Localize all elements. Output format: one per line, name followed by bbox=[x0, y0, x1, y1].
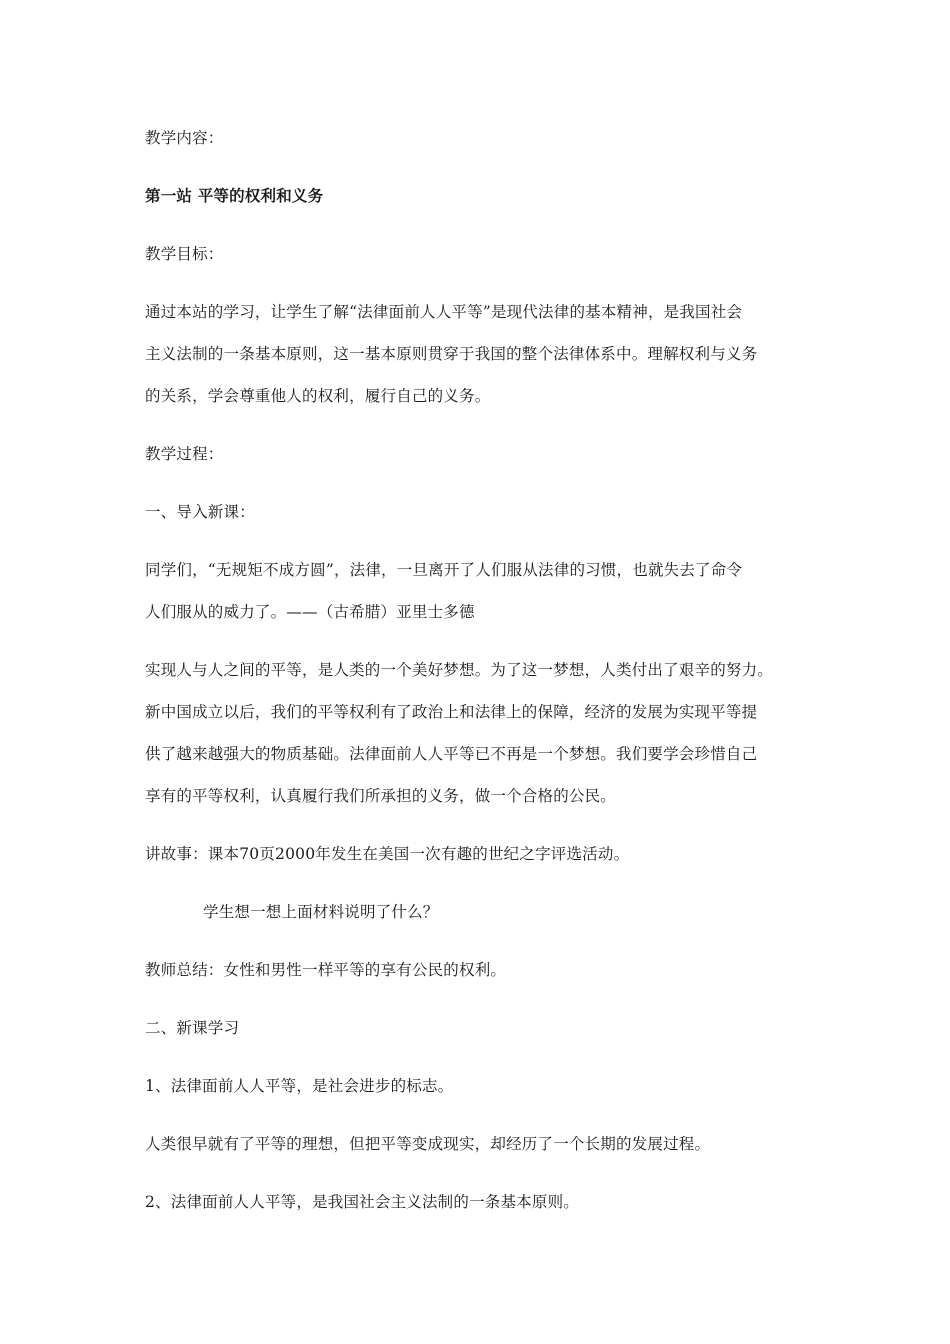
teacher-summary: 教师总结：女性和男性一样平等的享有公民的权利。 bbox=[145, 961, 507, 979]
point-one: 1、法律面前人人平等，是社会进步的标志。 bbox=[145, 1077, 454, 1095]
paragraph-line: 实现人与人之间的平等，是人类的一个美好梦想。为了这一梦想，人类付出了艰辛的努力。 bbox=[145, 661, 774, 679]
paragraph-line: 新中国成立以后，我们的平等权利有了政治上和法律上的保障，经济的发展为实现平等提 bbox=[145, 703, 758, 721]
student-question: 学生想一想上面材料说明了什么？ bbox=[203, 903, 439, 921]
heading-teaching-process: 教学过程： bbox=[145, 445, 224, 463]
goals-line: 主义法制的一条基本原则，这一基本原则贯穿于我国的整个法律体系中。理解权利与义务 bbox=[145, 345, 758, 363]
story-line: 讲故事：课本70页2000年发生在美国一次有趣的世纪之字评选活动。 bbox=[145, 845, 630, 863]
quote-line: 同学们，“无规矩不成方圆”，法律，一旦离开了人们服从法律的习惯，也就失去了命令 bbox=[145, 561, 743, 579]
paragraph-line: 享有的平等权利，认真履行我们所承担的义务，做一个合格的公民。 bbox=[145, 787, 617, 805]
point-one-detail: 人类很早就有了平等的理想，但把平等变成现实，却经历了一个长期的发展过程。 bbox=[145, 1135, 711, 1153]
section-new-lesson: 二、新课学习 bbox=[145, 1019, 240, 1037]
station-title: 第一站 平等的权利和义务 bbox=[145, 186, 324, 205]
heading-teaching-content: 教学内容： bbox=[145, 129, 224, 147]
section-intro: 一、导入新课： bbox=[145, 503, 255, 521]
quote-line: 人们服从的威力了。——（古希腊）亚里士多德 bbox=[145, 603, 475, 621]
goals-line: 通过本站的学习，让学生了解“法律面前人人平等”是现代法律的基本精神，是我国社会 bbox=[145, 303, 743, 321]
paragraph-line: 供了越来越强大的物质基础。法律面前人人平等已不再是一个梦想。我们要学会珍惜自己 bbox=[145, 745, 758, 763]
goals-line: 的关系，学会尊重他人的权利，履行自己的义务。 bbox=[145, 387, 491, 405]
point-two: 2、法律面前人人平等，是我国社会主义法制的一条基本原则。 bbox=[145, 1193, 579, 1211]
heading-teaching-goals: 教学目标： bbox=[145, 245, 224, 263]
